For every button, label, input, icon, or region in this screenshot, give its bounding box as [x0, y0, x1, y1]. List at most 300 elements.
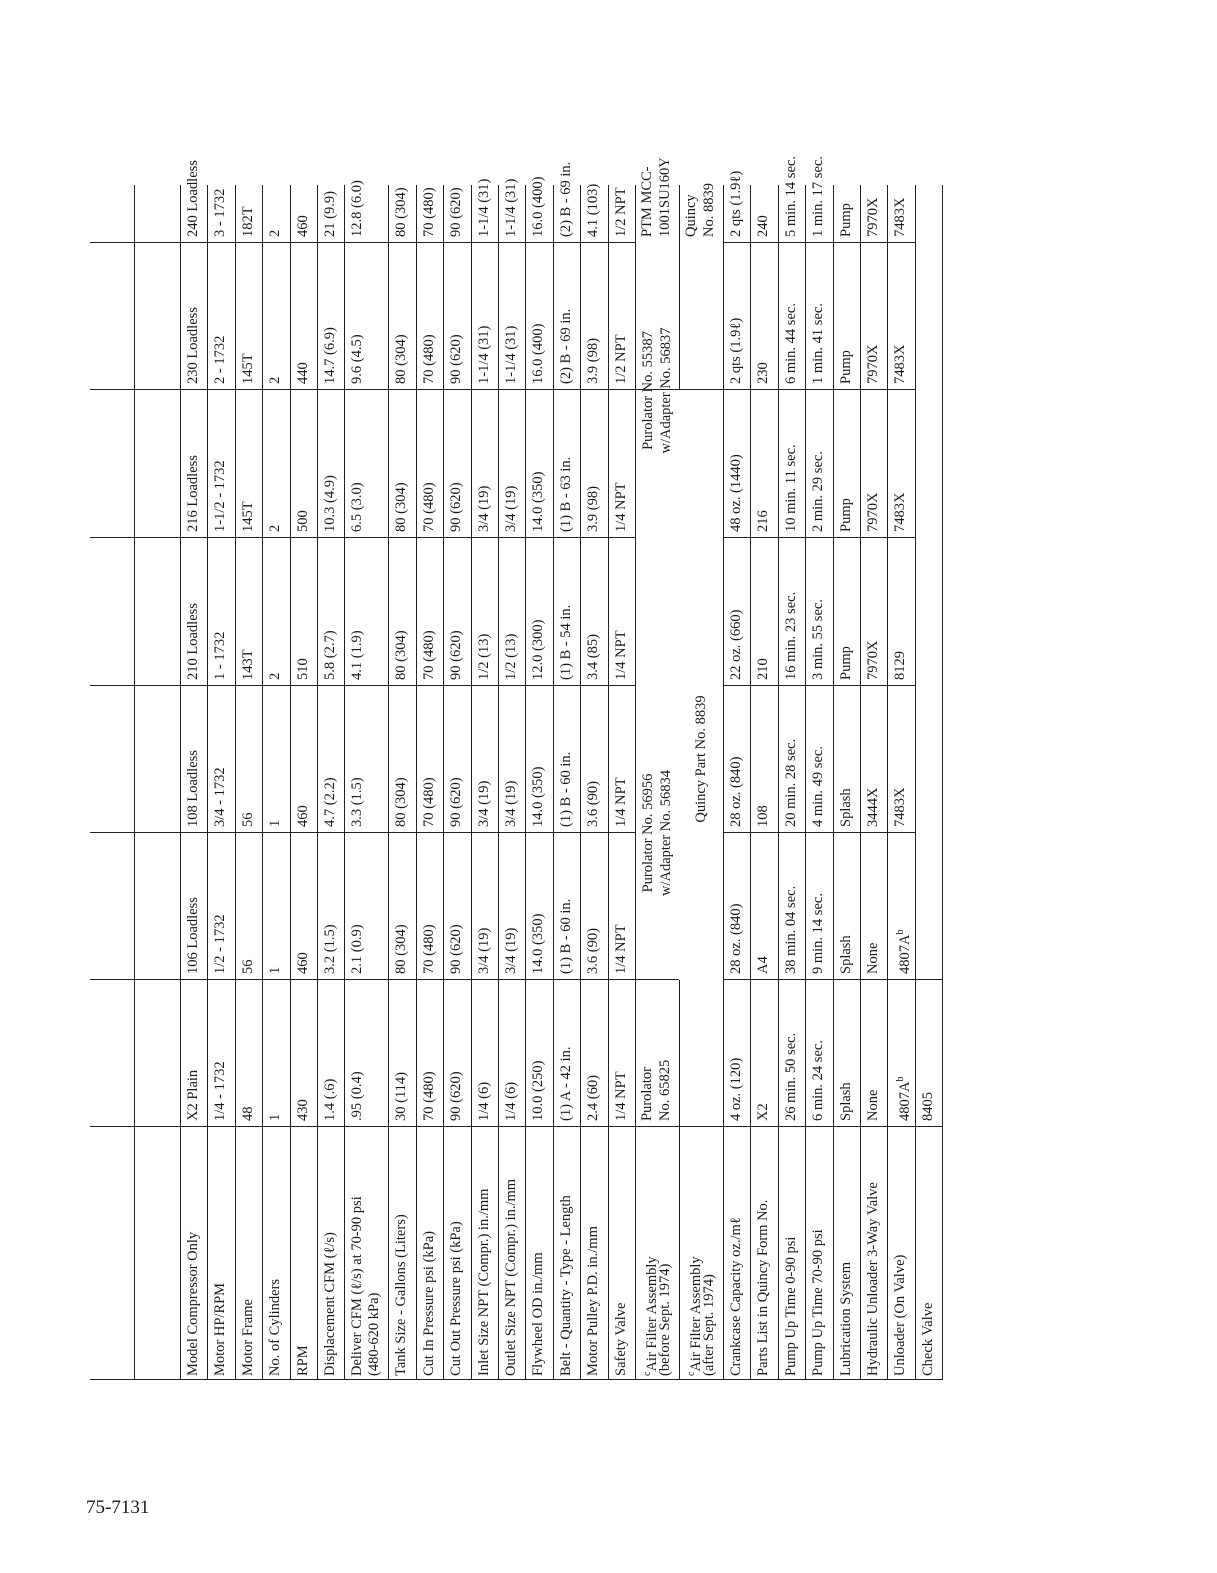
- column-line: [443, 832, 470, 833]
- table-cell: 3 - 1732: [212, 188, 229, 237]
- table-cell: 80 (304): [393, 482, 410, 532]
- table-cell: 106 Loadless: [185, 897, 201, 974]
- row-line: [498, 185, 499, 1380]
- column-line: [723, 537, 750, 538]
- column-line: [344, 685, 388, 686]
- table-cell: 240 Loadless: [185, 160, 201, 237]
- column-line: [207, 685, 234, 686]
- row-label: Model Compressor Only: [185, 1231, 201, 1376]
- column-line: [860, 979, 887, 980]
- column-line: [471, 979, 498, 980]
- column-line: [608, 389, 635, 390]
- row-label: Outlet Size NPT (Compr.) in./mm: [503, 1178, 519, 1376]
- column-line: [388, 1126, 415, 1127]
- column-line: [525, 832, 552, 833]
- table-cell: 440: [294, 362, 311, 384]
- header-divider: [90, 832, 180, 833]
- table-cell: 1-1/4 (31): [503, 325, 519, 384]
- column-line: [443, 685, 470, 686]
- row-line: [679, 1127, 680, 1380]
- table-cell: 145T: [239, 501, 256, 532]
- table-cell: 10.3 (4.9): [322, 475, 338, 532]
- column-line: [887, 389, 914, 390]
- table-cell: 2.1 (0.9): [349, 924, 366, 974]
- table-cell: 182T: [239, 206, 256, 237]
- column-line: [180, 832, 207, 833]
- header-divider: [90, 979, 180, 980]
- column-line: [344, 979, 388, 980]
- table-cell: (1) B - 63 in.: [557, 456, 574, 532]
- row-line: [915, 185, 916, 1380]
- table-cell: 1/2 NPT: [612, 187, 629, 237]
- header-mid-line: [134, 185, 135, 1380]
- table-cell: Splash: [837, 788, 854, 827]
- column-line: [180, 537, 207, 538]
- column-line: [553, 242, 580, 243]
- table-cell: 8129: [892, 651, 909, 680]
- column-line: [344, 832, 388, 833]
- table-cell: 28 oz. (840): [728, 903, 744, 974]
- column-line: [805, 685, 832, 686]
- column-line: [235, 242, 262, 243]
- row-line: [580, 185, 581, 1380]
- column-line: [498, 537, 525, 538]
- row-line: [262, 185, 263, 1380]
- table-cell: (1) B - 60 in.: [557, 898, 574, 974]
- column-line: [778, 685, 805, 686]
- table-cell: (1) A - 42 in.: [557, 1046, 574, 1121]
- table-cell: 143T: [239, 649, 256, 680]
- column-line: [580, 389, 607, 390]
- table-cell: 2 qts (1.9ℓ): [728, 317, 744, 384]
- table-cell: $4807A^b$: [895, 929, 914, 974]
- column-line: [416, 832, 443, 833]
- column-line: [525, 389, 552, 390]
- table-cell: 2: [267, 229, 284, 237]
- column-line: [471, 537, 498, 538]
- table-cell: 1-1/4 (31): [475, 325, 492, 384]
- row-line: [525, 185, 526, 1380]
- table-cell: (1) B - 54 in.: [557, 604, 574, 680]
- column-line: [723, 1126, 750, 1127]
- column-line: [317, 389, 344, 390]
- table-cell: X2: [755, 1103, 772, 1121]
- table-cell: 3.9 (98): [585, 338, 602, 384]
- table-cell: 90 (620): [448, 630, 465, 680]
- table-cell: 70 (480): [420, 777, 437, 827]
- column-line: [317, 537, 344, 538]
- page-number: 75-7131: [86, 1497, 150, 1518]
- column-line: [860, 832, 887, 833]
- table-cell: 1/2 NPT: [612, 334, 629, 384]
- row-label: Hydraulic Unloader 3-Way Valve: [865, 1182, 881, 1376]
- column-line: [805, 389, 832, 390]
- table-cell: 7483X: [892, 492, 909, 532]
- table-cell: 70 (480): [420, 482, 437, 532]
- table-cell: 90 (620): [448, 1071, 465, 1121]
- column-line: [833, 979, 860, 980]
- column-line: [344, 242, 388, 243]
- column-line: [416, 242, 443, 243]
- table-cell: Pump: [837, 498, 854, 532]
- table-cell: (2) B - 69 in.: [557, 308, 574, 384]
- column-line: [262, 979, 289, 980]
- table-cell: Pump: [837, 646, 854, 680]
- column-line: [805, 1126, 832, 1127]
- table-cell: 1/2 (13): [475, 633, 492, 680]
- column-line: [553, 1126, 580, 1127]
- row-label: Inlet Size NPT (Compr.) in./mm: [475, 1188, 492, 1376]
- table-cell: 70 (480): [420, 334, 437, 384]
- column-line: [388, 979, 415, 980]
- table-cell: (1) B - 60 in.: [557, 751, 574, 827]
- table-cell: 8405: [919, 1092, 936, 1121]
- row-line: [443, 185, 444, 1380]
- column-line: [388, 832, 415, 833]
- table-cell: 7970X: [865, 344, 881, 384]
- column-line: [443, 389, 470, 390]
- row-line: [635, 185, 636, 1380]
- row-line: [679, 185, 680, 390]
- column-line: [388, 389, 415, 390]
- table-cell: $4807A^b$: [895, 1076, 914, 1121]
- column-line: [723, 685, 750, 686]
- table-cell: 14.0 (350): [530, 471, 547, 532]
- column-line: [553, 979, 580, 980]
- table-cell: 210: [755, 658, 772, 680]
- header-divider: [90, 1126, 180, 1127]
- column-line: [608, 1126, 635, 1127]
- column-line: [498, 1126, 525, 1127]
- column-line: [317, 242, 344, 243]
- column-line: [388, 537, 415, 538]
- row-line: [887, 185, 888, 1380]
- column-line: [805, 979, 832, 980]
- row-label: Tank Size - Gallons (Liters): [393, 1214, 410, 1376]
- table-cell: 7970X: [865, 640, 881, 680]
- table-cell: 1/2 (13): [503, 633, 519, 680]
- column-line: [290, 1126, 317, 1127]
- row-label: Check Valve: [919, 1302, 936, 1376]
- table-cell: 3/4 - 1732: [212, 767, 229, 827]
- column-line: [580, 1126, 607, 1127]
- table-cell: 28 oz. (840): [728, 756, 744, 827]
- table-cell: 4 min. 49 sec.: [810, 746, 827, 827]
- column-line: [750, 389, 777, 390]
- row-line: [553, 185, 554, 1380]
- column-line: [207, 389, 234, 390]
- row-label: $^c$Air Filter Assembly: [642, 1256, 660, 1376]
- column-line: [580, 537, 607, 538]
- column-line: [580, 685, 607, 686]
- table-cell: 108: [755, 805, 772, 827]
- column-line: [887, 1126, 914, 1127]
- column-line: [180, 1126, 207, 1127]
- table-cell: 210 Loadless: [185, 603, 201, 680]
- column-line: [235, 389, 262, 390]
- table-cell: 2.4 (60): [585, 1075, 602, 1121]
- table-cell: 3.6 (90): [585, 781, 602, 827]
- column-line: [471, 685, 498, 686]
- table-cell: 1.4 (.6): [322, 1078, 338, 1121]
- column-line: [915, 1126, 942, 1127]
- column-line: [750, 832, 777, 833]
- table-cell: 10 min. 11 sec.: [782, 444, 799, 532]
- column-line: [580, 242, 607, 243]
- table-cell: 48 oz. (1440): [728, 454, 744, 532]
- table-cell: No. 65825: [657, 1059, 673, 1121]
- table-cell: .95 (0.4): [349, 1071, 366, 1121]
- table-cell: 145T: [239, 353, 256, 384]
- column-line: [207, 1126, 234, 1127]
- merged-cell: Quincy Part No. 8839: [693, 695, 709, 823]
- row-line: [207, 185, 208, 1380]
- column-line: [887, 832, 914, 833]
- table-cell: 3.9 (98): [585, 486, 602, 532]
- table-cell: 1/4 NPT: [612, 924, 629, 974]
- table-cell: 14.0 (350): [530, 766, 547, 827]
- column-line: [887, 242, 914, 243]
- column-line: [235, 685, 262, 686]
- table-cell: 12.8 (6.0): [349, 180, 366, 237]
- table-cell: None: [865, 942, 881, 974]
- column-line: [860, 537, 887, 538]
- footnote-mark: b: [895, 1076, 907, 1082]
- table-cell: 56: [239, 812, 256, 827]
- column-line: [608, 242, 635, 243]
- column-line: [860, 1126, 887, 1127]
- table-cell: 1: [267, 819, 284, 827]
- column-line: [317, 979, 344, 980]
- column-line: [443, 537, 470, 538]
- column-line: [262, 242, 289, 243]
- column-line: [525, 1126, 552, 1127]
- table-cell: 14.7 (6.9): [322, 327, 338, 384]
- column-line: [180, 685, 207, 686]
- footnote-mark: c: [686, 1371, 697, 1376]
- row-label: Crankcase Capacity oz./mℓ: [728, 1217, 744, 1376]
- merged-cell: w/Adapter No. 56837: [658, 327, 674, 454]
- header-divider: [90, 389, 180, 390]
- column-line: [833, 389, 860, 390]
- column-line: [498, 832, 525, 833]
- table-cell: 7483X: [892, 344, 909, 384]
- column-line: [290, 537, 317, 538]
- column-line: [416, 685, 443, 686]
- table-cell: A4: [755, 956, 772, 974]
- column-line: [443, 242, 470, 243]
- table-cell: 1/4 NPT: [612, 777, 629, 827]
- table-cell: 6.5 (3.0): [349, 482, 366, 532]
- table-cell: 4.1 (103): [585, 183, 602, 237]
- row-label: Flywheel OD in./mm: [530, 1252, 547, 1376]
- table-cell: 1/4 NPT: [612, 630, 629, 680]
- table-cell: 3 min. 55 sec.: [810, 599, 827, 680]
- table-cell: 3444X: [865, 787, 881, 827]
- row-label: Lubrication System: [837, 1262, 854, 1376]
- table-cell: 70 (480): [420, 1071, 437, 1121]
- column-line: [262, 1126, 289, 1127]
- column-line: [344, 389, 388, 390]
- column-line: [416, 1126, 443, 1127]
- column-line: [262, 389, 289, 390]
- table-cell: 21 (9.9): [322, 191, 338, 237]
- table-cell: 460: [294, 952, 311, 974]
- table-cell: 10.0 (250): [530, 1060, 547, 1121]
- table-cell: X2 Plain: [185, 1069, 201, 1121]
- table-cell: 2: [267, 376, 284, 384]
- column-line: [416, 537, 443, 538]
- column-line: [317, 1126, 344, 1127]
- column-line: [498, 242, 525, 243]
- column-line: [290, 685, 317, 686]
- column-line: [443, 1126, 470, 1127]
- column-line: [887, 685, 914, 686]
- column-line: [498, 685, 525, 686]
- table-cell: 80 (304): [393, 777, 410, 827]
- column-line: [608, 685, 635, 686]
- column-line: [750, 537, 777, 538]
- column-line: [580, 832, 607, 833]
- row-label: Displacement CFM (ℓ/s): [322, 1232, 338, 1376]
- table-cell: 90 (620): [448, 777, 465, 827]
- row-line: [723, 185, 724, 1380]
- row-line: [805, 185, 806, 1380]
- column-line: [580, 979, 607, 980]
- table-cell: 2: [267, 524, 284, 532]
- column-line: [833, 242, 860, 243]
- column-line: [805, 537, 832, 538]
- column-line: [344, 537, 388, 538]
- table-cell: 5.8 (2.7): [322, 630, 338, 680]
- table-cell: 20 min. 28 sec.: [782, 738, 799, 827]
- column-line: [235, 979, 262, 980]
- row-line: [344, 185, 345, 1380]
- table-cell: 4 oz. (120): [728, 1057, 744, 1121]
- row-label: Pump Up Time 70-90 psi: [810, 1229, 827, 1376]
- rotated-spec-table: [90, 156, 998, 1380]
- table-cell: 90 (620): [448, 187, 465, 237]
- column-line: [723, 242, 750, 243]
- table-cell: 22 oz. (660): [728, 609, 744, 680]
- table-cell: 3/4 (19): [475, 485, 492, 532]
- column-line: [608, 832, 635, 833]
- table-cell: 3/4 (19): [503, 927, 519, 974]
- column-line: [416, 979, 443, 980]
- table-cell: 90 (620): [448, 334, 465, 384]
- column-line: [262, 537, 289, 538]
- table-cell: 1: [267, 1113, 284, 1121]
- table-cell: 38 min. 04 sec.: [782, 885, 799, 974]
- column-line: [262, 685, 289, 686]
- column-line: [443, 979, 470, 980]
- table-cell: 230 Loadless: [185, 307, 201, 384]
- table-cell: 80 (304): [393, 187, 410, 237]
- column-line: [833, 685, 860, 686]
- table-cell: Splash: [837, 935, 854, 974]
- table-cell: 7970X: [865, 197, 881, 237]
- table-cell: 500: [294, 510, 311, 532]
- row-label: Motor Pulley P.D. in./mm: [585, 1226, 602, 1376]
- column-line: [750, 242, 777, 243]
- row-line: [471, 185, 472, 1380]
- column-line: [608, 979, 635, 980]
- table-cell: Purolator: [639, 1067, 655, 1121]
- table-cell: 108 Loadless: [185, 750, 201, 827]
- table-cell: 2: [267, 672, 284, 680]
- table-cell: 90 (620): [448, 924, 465, 974]
- column-line: [778, 389, 805, 390]
- merged-cell: Purolator No. 55387: [640, 331, 656, 450]
- column-line: [805, 832, 832, 833]
- column-line: [778, 979, 805, 980]
- row-label: Belt - Quantity - Type - Length: [557, 1195, 574, 1376]
- row-label: Motor HP/RPM: [212, 1282, 229, 1376]
- column-line: [750, 685, 777, 686]
- row-label-line2: (after Sept. 1974): [701, 1274, 717, 1376]
- table-cell: 1001SU160Y: [657, 157, 673, 237]
- column-line: [778, 1126, 805, 1127]
- row-line: [290, 185, 291, 1380]
- row-line: [388, 185, 389, 1380]
- column-line: [723, 832, 750, 833]
- table-cell: 70 (480): [420, 924, 437, 974]
- table-cell: 70 (480): [420, 630, 437, 680]
- column-line: [344, 1126, 388, 1127]
- table-cell: No. 8839: [701, 183, 717, 237]
- row-line: [679, 980, 680, 1127]
- column-line: [207, 537, 234, 538]
- table-cell: 9.6 (4.5): [349, 334, 366, 384]
- table-cell: 1/4 (6): [475, 1081, 492, 1121]
- column-line: [553, 832, 580, 833]
- table-cell: 6 min. 24 sec.: [810, 1040, 827, 1121]
- table-cell: 3/4 (19): [475, 927, 492, 974]
- column-line: [833, 832, 860, 833]
- row-label: Motor Frame: [239, 1299, 256, 1376]
- table-cell: 460: [294, 805, 311, 827]
- table-cell: 3.3 (1.5): [349, 777, 366, 827]
- table-cell: 1/4 NPT: [612, 482, 629, 532]
- table-cell: 430: [294, 1099, 311, 1121]
- table-cell: 1-1/2 - 1732: [212, 460, 229, 532]
- column-line: [290, 242, 317, 243]
- column-line: [471, 832, 498, 833]
- column-line: [679, 1126, 723, 1127]
- header-divider: [90, 242, 180, 243]
- column-line: [207, 979, 234, 980]
- column-line: [317, 685, 344, 686]
- table-cell: 216 Loadless: [185, 455, 201, 532]
- row-label: Pump Up Time 0-90 psi: [782, 1236, 799, 1376]
- footnote-mark: b: [895, 929, 907, 935]
- table-cell: 3.2 (1.5): [322, 924, 338, 974]
- table-cell: 48: [239, 1106, 256, 1121]
- header-divider: [90, 685, 180, 686]
- row-label: RPM: [294, 1345, 311, 1376]
- column-line: [778, 242, 805, 243]
- column-line: [723, 389, 750, 390]
- table-cell: 16.0 (400): [530, 323, 547, 384]
- table-cell: 80 (304): [393, 630, 410, 680]
- column-line: [525, 242, 552, 243]
- table-cell: 90 (620): [448, 482, 465, 532]
- column-line: [525, 685, 552, 686]
- table-cell: 230: [755, 362, 772, 384]
- row-line: [608, 185, 609, 1380]
- column-line: [317, 832, 344, 833]
- column-line: [388, 685, 415, 686]
